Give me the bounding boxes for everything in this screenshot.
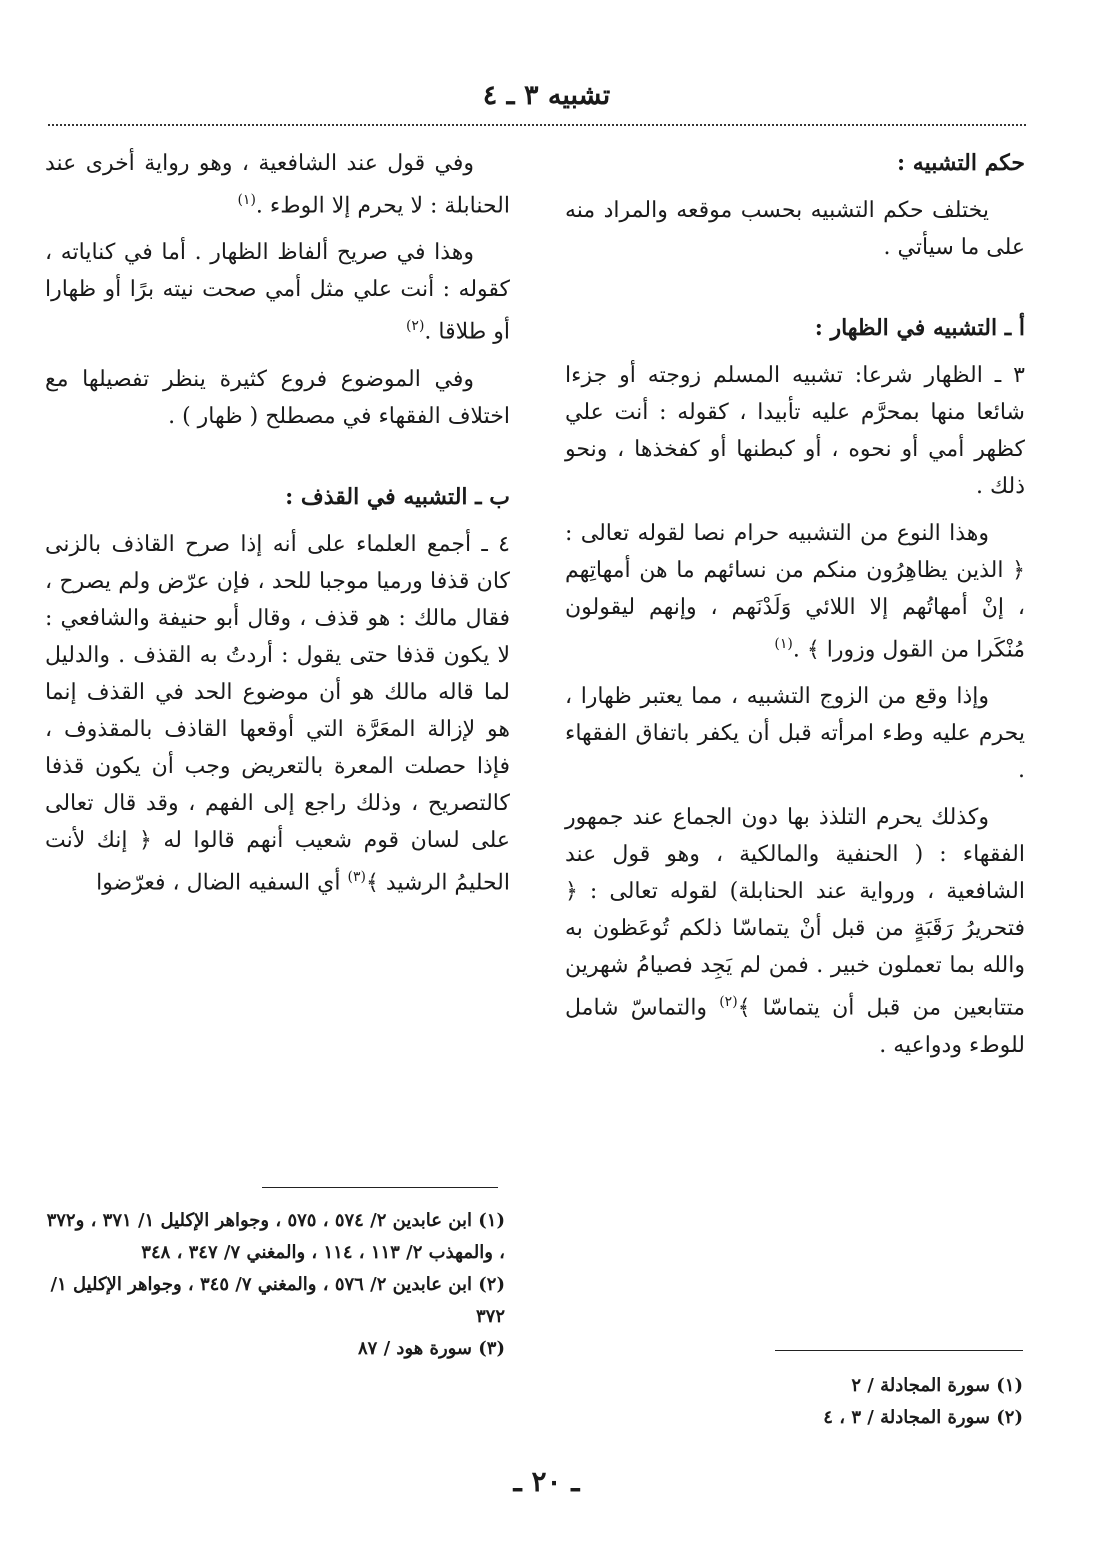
footnote-ref: (٣) bbox=[347, 868, 366, 885]
paragraph-text: ٤ ـ أجمع العلماء على أنه إذا صرح القاذف بالزنى كان قذفا ورميا موجبا للحد ، فإن عرّض ولم يصرح ، فقال مالك : هو قذف ، وقال أبو حنيفة والشافعي : لا يكون قذفا حتى يقول : أردتُ به القذف . والدليل لما قاله مالك هو أن موضوع الحد في القذف إنما هو لإزالة المعَرَّة التي أوقعها القاذف بالمقذوف ، فإذا حصلت المعرة بالتعريض وجب أن يكون قذفا كالتصريح ، وذلك راجع إلى الفهم ، وقد قال تعالى على لسان قوم شعيب أنهم قالوا له ﴿ إنك لأنت الحليمُ الرشيد ﴾ bbox=[45, 531, 510, 895]
footnotes-left bbox=[45, 1205, 505, 1365]
paragraph bbox=[45, 361, 510, 435]
footnote: (٢) ابن عابدين ٢/ ٥٧٦ ، والمغني ٧/ ٣٤٥ ، وجواهر الإكليل ١/ ٣٧٢ bbox=[50, 1274, 505, 1327]
paragraph-text: يختلف حكم التشبيه بحسب موقعه والمراد منه على ما سيأتي . bbox=[565, 198, 1025, 260]
paragraph-text: وهذا في صريح ألفاظ الظهار . أما في كناياته ، كقوله : أنت علي مثل أمي صحت نيته برًا أو ظهارا أو طلاقا . bbox=[45, 240, 510, 345]
paragraph-text: وهذا النوع من التشبيه حرام نصا لقوله تعالى : ﴿ الذين يظاهِرُون منكم من نسائهم ما هن أمهاتِهم ، إنْ أمهاتُهم إلا اللائي وَلَدْنَهم ، وإنهم ليقولون مُنْكَرا من القول وزورا ﴾ . bbox=[565, 521, 1025, 663]
right-column bbox=[565, 145, 1025, 1074]
section-heading-zihar: أ ـ التشبيه في الظهار : bbox=[814, 315, 1025, 341]
header-dotted-divider bbox=[48, 124, 1026, 126]
footnote: (١) ابن عابدين ٢/ ٥٧٤ ، ٥٧٥ ، وجواهر الإكليل ١/ ٣٧١ ، و٣٧٢ ، والمهذب ٢/ ١١٣ ، ١١٤ ، والمغني ٧/ ٣٤٧ ، ٣٤٨ bbox=[46, 1210, 505, 1263]
paragraph-text: وفي قول عند الشافعية ، وهو رواية أخرى عند الحنابلة : لا يحرم إلا الوطء . bbox=[45, 151, 510, 219]
footnote: (٣) سورة هود / ٨٧ bbox=[357, 1338, 505, 1359]
paragraph bbox=[45, 234, 510, 350]
left-column bbox=[45, 145, 510, 911]
footnote-ref: (١) bbox=[774, 636, 793, 652]
paragraph-text: وفي الموضوع فروع كثيرة ينظر تفصيلها مع اختلاف الفقهاء في مصطلح ( ظهار ) . bbox=[45, 366, 510, 429]
page-number: ـ ٢٠ ـ bbox=[513, 1465, 580, 1498]
page-header: تشبيه ٣ ـ ٤ bbox=[482, 80, 611, 111]
footnote-ref: (١) bbox=[237, 192, 256, 208]
paragraph-text: والتماسّ شامل للوطء ودواعيه . bbox=[565, 995, 1025, 1058]
paragraph bbox=[565, 357, 1025, 505]
footnote-ref: (٢) bbox=[719, 994, 738, 1011]
footnotes-right bbox=[573, 1370, 1023, 1434]
paragraph-text: أي السفيه الضال ، فعرّضوا bbox=[96, 869, 348, 895]
section-heading-ruling: حكم التشبيه : bbox=[897, 150, 1025, 176]
spacer bbox=[45, 445, 510, 479]
paragraph bbox=[565, 192, 1025, 266]
footnote: (٢) سورة المجادلة / ٣ ، ٤ bbox=[823, 1407, 1023, 1428]
footnote: (١) سورة المجادلة / ٢ bbox=[851, 1375, 1023, 1396]
paragraph bbox=[565, 515, 1025, 668]
paragraph bbox=[45, 526, 510, 901]
paragraph-text: ٣ ـ الظهار شرعا: تشبيه المسلم زوجته أو جزءا شائعا منها بمحرَّم عليه تأبيدا ، كقوله : أنت علي كظهر أمي أو نحوه ، أو كبطنها أو كفخذها ، ونحو ذلك . bbox=[565, 363, 1025, 499]
footnote-ref: (٢) bbox=[405, 318, 425, 335]
section-heading-qadhf: ب ـ التشبيه في القذف : bbox=[285, 483, 510, 510]
paragraph bbox=[45, 145, 510, 224]
footnote-divider-right bbox=[775, 1350, 1023, 1351]
paragraph bbox=[565, 799, 1025, 1063]
footnote-divider-left bbox=[262, 1187, 498, 1188]
paragraph-text: وإذا وقع من الزوج التشبيه ، مما يعتبر ظهارا ، يحرم عليه وطء امرأته قبل أن يكفر باتفاق الفقهاء . bbox=[565, 684, 1025, 784]
paragraph-text: وكذلك يحرم التلذذ بها دون الجماع عند جمهور الفقهاء : ( الحنفية والمالكية ، وهو قول عند الشافعية ، ورواية عند الحنابلة) لقوله تعالى : ﴿ فتحريرُ رَقَبَةٍ من قبل أنْ يتماسّا ذلكم تُوعَظون به والله بما تعملون خبير . فمن لم يَجِد فصيامُ شهرين متتابعين من قبل أن يتماسّا ﴾ bbox=[565, 805, 1025, 1021]
spacer bbox=[565, 276, 1025, 310]
paragraph bbox=[565, 678, 1025, 789]
